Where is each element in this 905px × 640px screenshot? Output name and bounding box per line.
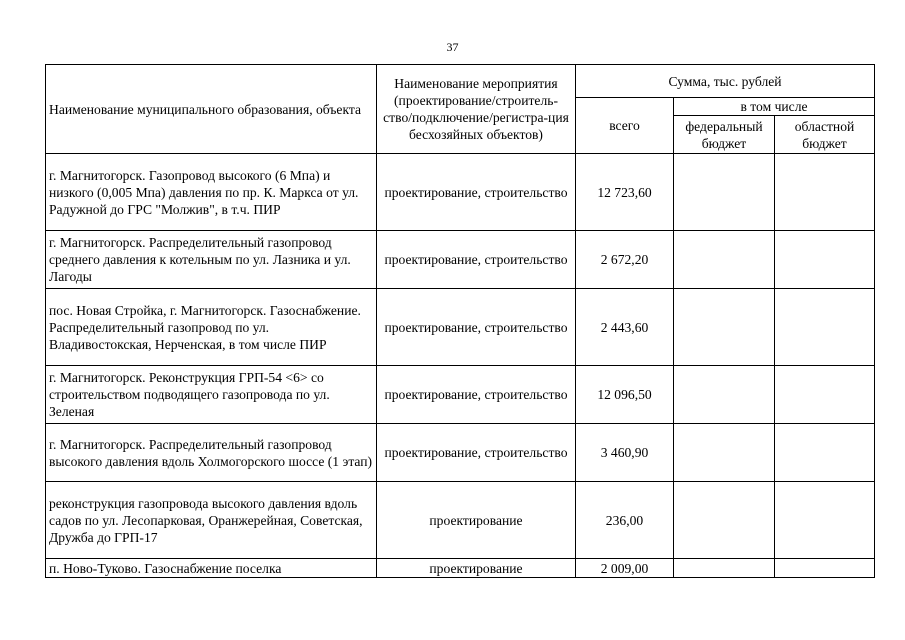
header-sum: Сумма, тыс. рублей <box>576 65 875 98</box>
page-number: 37 <box>446 40 459 54</box>
funding-table <box>45 64 875 578</box>
cell-object: пос. Новая Стройка, г. Магнитогорск. Газоснабжение. Распределительный газопровод по ул. Владивостокская, Нерченская, в том числе ПИР <box>46 289 377 366</box>
cell-object: г. Магнитогорск. Газопровод высокого (6 Мпа) и низкого (0,005 Мпа) давления по пр. К. Маркса от ул. Радужной до ГРС "Молжив", в т.ч. ПИР <box>46 154 377 231</box>
cell-regional <box>775 482 875 559</box>
cell-regional <box>775 424 875 482</box>
cell-federal <box>674 559 775 578</box>
cell-regional <box>775 231 875 289</box>
cell-federal <box>674 154 775 231</box>
table-row <box>46 289 875 366</box>
cell-action: проектирование <box>377 559 576 578</box>
cell-total: 12 723,60 <box>576 154 674 231</box>
cell-total: 12 096,50 <box>576 366 674 424</box>
cell-total: 2 009,00 <box>576 559 674 578</box>
cell-federal <box>674 289 775 366</box>
header-total: всего <box>576 98 674 154</box>
table-row <box>46 482 875 559</box>
header-action: Наименование мероприятия (проектирование/строитель-ство/подключение/регистра-ция бесхозяйных объектов) <box>377 65 576 154</box>
cell-object: г. Магнитогорск. Распределительный газопровод высокого давления вдоль Холмогорского шоссе (1 этап) <box>46 424 377 482</box>
header-regional: областной бюджет <box>775 116 875 154</box>
cell-regional <box>775 559 875 578</box>
cell-total: 2 443,60 <box>576 289 674 366</box>
cell-total: 2 672,20 <box>576 231 674 289</box>
cell-action: проектирование, строительство <box>377 366 576 424</box>
cell-total: 236,00 <box>576 482 674 559</box>
header-including: в том числе <box>674 98 875 116</box>
cell-action: проектирование <box>377 482 576 559</box>
cell-federal <box>674 366 775 424</box>
cell-federal <box>674 231 775 289</box>
cell-action: проектирование, строительство <box>377 231 576 289</box>
cell-action: проектирование, строительство <box>377 154 576 231</box>
cell-action: проектирование, строительство <box>377 424 576 482</box>
cell-action: проектирование, строительство <box>377 289 576 366</box>
cell-object: п. Ново-Туково. Газоснабжение поселка <box>46 559 377 578</box>
table-row <box>46 366 875 424</box>
cell-regional <box>775 289 875 366</box>
header-object: Наименование муниципального образования, объекта <box>46 65 377 154</box>
table-row <box>46 424 875 482</box>
table-row <box>46 154 875 231</box>
table-row <box>46 231 875 289</box>
cell-regional <box>775 154 875 231</box>
cell-object: г. Магнитогорск. Реконструкция ГРП-54 <6> со строительством подводящего газопровода по ул. Зеленая <box>46 366 377 424</box>
cell-regional <box>775 366 875 424</box>
cell-total: 3 460,90 <box>576 424 674 482</box>
cell-object: реконструкция газопровода высокого давления вдоль садов по ул. Лесопарковая, Оранжерейная, Советская, Дружба до ГРП-17 <box>46 482 377 559</box>
header-federal: федеральный бюджет <box>674 116 775 154</box>
table-row <box>46 559 875 578</box>
cell-federal <box>674 482 775 559</box>
cell-object: г. Магнитогорск. Распределительный газопровод среднего давления к котельным по ул. Лазника и ул. Лагоды <box>46 231 377 289</box>
cell-federal <box>674 424 775 482</box>
